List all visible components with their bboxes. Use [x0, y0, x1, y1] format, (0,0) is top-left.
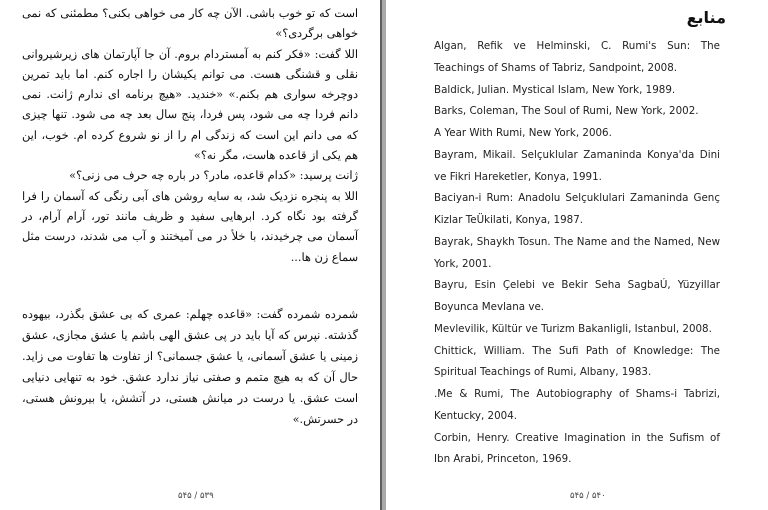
left-page	[0, 0, 380, 510]
reference-item: Barks, Coleman, The Soul of Rumi, New York, 2002.	[434, 105, 699, 118]
left-page-text	[22, 4, 358, 430]
page-number: ۵۴۵ / ۵۳۹	[178, 491, 214, 501]
reference-item: .Me & Rumi, The Autobiography of Shams-i Tabrizi, Kentucky, 2004.	[434, 388, 720, 422]
paragraph: ژانت پرسید: «کدام قاعده، مادر؟ در باره چه حرف می زنی؟»	[69, 169, 358, 183]
reference-item: Corbin, Henry. Creative Imagination in the Sufism of Ibn Arabi, Princeton, 1969.	[434, 431, 720, 466]
reference-item: Algan, Refik ve Helminski, C. Rumi's Sun: The Teachings of Shams of Tabriz, Sandpoint, 2008.	[434, 40, 720, 74]
reference-item: A Year With Rumi, New York, 2006.	[434, 127, 612, 139]
paragraph: است که تو خوب باشی. الآن چه کار می خواهی بکنی؟ مطمئنی که نمی خواهی برگردی؟»	[22, 7, 358, 41]
paragraph: شمرده شمرده گفت: «قاعده چهلم: عمری که بی عشق بگذرد، بیهوده گذشته. نپرس که آیا باید در پی عشق الهی باشم یا عشق مجازی، عشق زمینی یا عشق آسمانی، یا عشق جسمانی؟ از تفاوت ها تفاوت می زاید. حال آن که به هیچ متمم و صفتی نیاز ندارد عشق. خود به تنهایی دنیایی است عشق. یا درست در میانش هستی، در آتشش، یا بیرونش هستی، در حسرتش.»	[22, 307, 358, 426]
reference-item: Baldick, Julian. Mystical Islam, New York, 1989.	[434, 83, 676, 96]
references-heading: منابع	[686, 8, 726, 27]
reference-item: Bayrak, Shaykh Tosun. The Name and the Named, New York, 2001.	[434, 235, 720, 270]
page-number: ۵۴۵ / ۵۴۰	[570, 491, 606, 501]
section-gap	[22, 268, 358, 304]
reference-item: Baciyan-i Rum: Anadolu Selçuklulari Zamaninda Genç Kizlar TeÜkilati, Konya, 1987.	[434, 192, 720, 226]
reference-item: Chittick, William. The Sufi Path of Knowledge: The Spiritual Teachings of Rumi, Albany, 1983.	[434, 344, 720, 379]
paragraph: اللا به پنجره نزدیک شد، به سایه روشن های آبی رنگی که آسمان را فرا گرفته بود نگاه کرد. ابرهایی سفید و ظریف مانند تور، آرام آرام، در آسمان می چرخیدند، با خلأ در می آمیختند و آب می شدند، درست مثل سماع زن ها...	[22, 189, 358, 264]
references-list	[434, 36, 720, 471]
paragraph: اللا گفت: «فکر کنم به آمستردام بروم. آن جا آپارتمان های زیرشیروانی نقلی و قشنگی هست. می توانم یکیشان را اجاره کنم. اما باید تمرین دوچرخه سواری هم بکنم.» «خندید. «هیچ برنامه ای ندارم ژانت. نمی دانم فردا چه می شود، پس فردا، پنج سال بعد چه می شود. تنها چیزی که می دانم این است که زندگی ام را از نو شروع کرده ام. خوب، این هم یکی از قاعده هاست، مگر نه؟»	[22, 47, 358, 163]
reference-item: Bayram, Mikail. Selçuklular Zamaninda Konya'da Dini ve Fikri Hareketler, Konya, 1991.	[434, 148, 720, 183]
right-page	[386, 0, 768, 510]
reference-item: Mevlevilik, Kültür ve Turizm Bakanligli, Istanbul, 2008.	[434, 322, 712, 335]
reference-item: Bayru, Esin Çelebi ve Bekir Seha SagbaÚ, Yüzyillar Boyunca Mevlana ve.	[434, 279, 720, 313]
